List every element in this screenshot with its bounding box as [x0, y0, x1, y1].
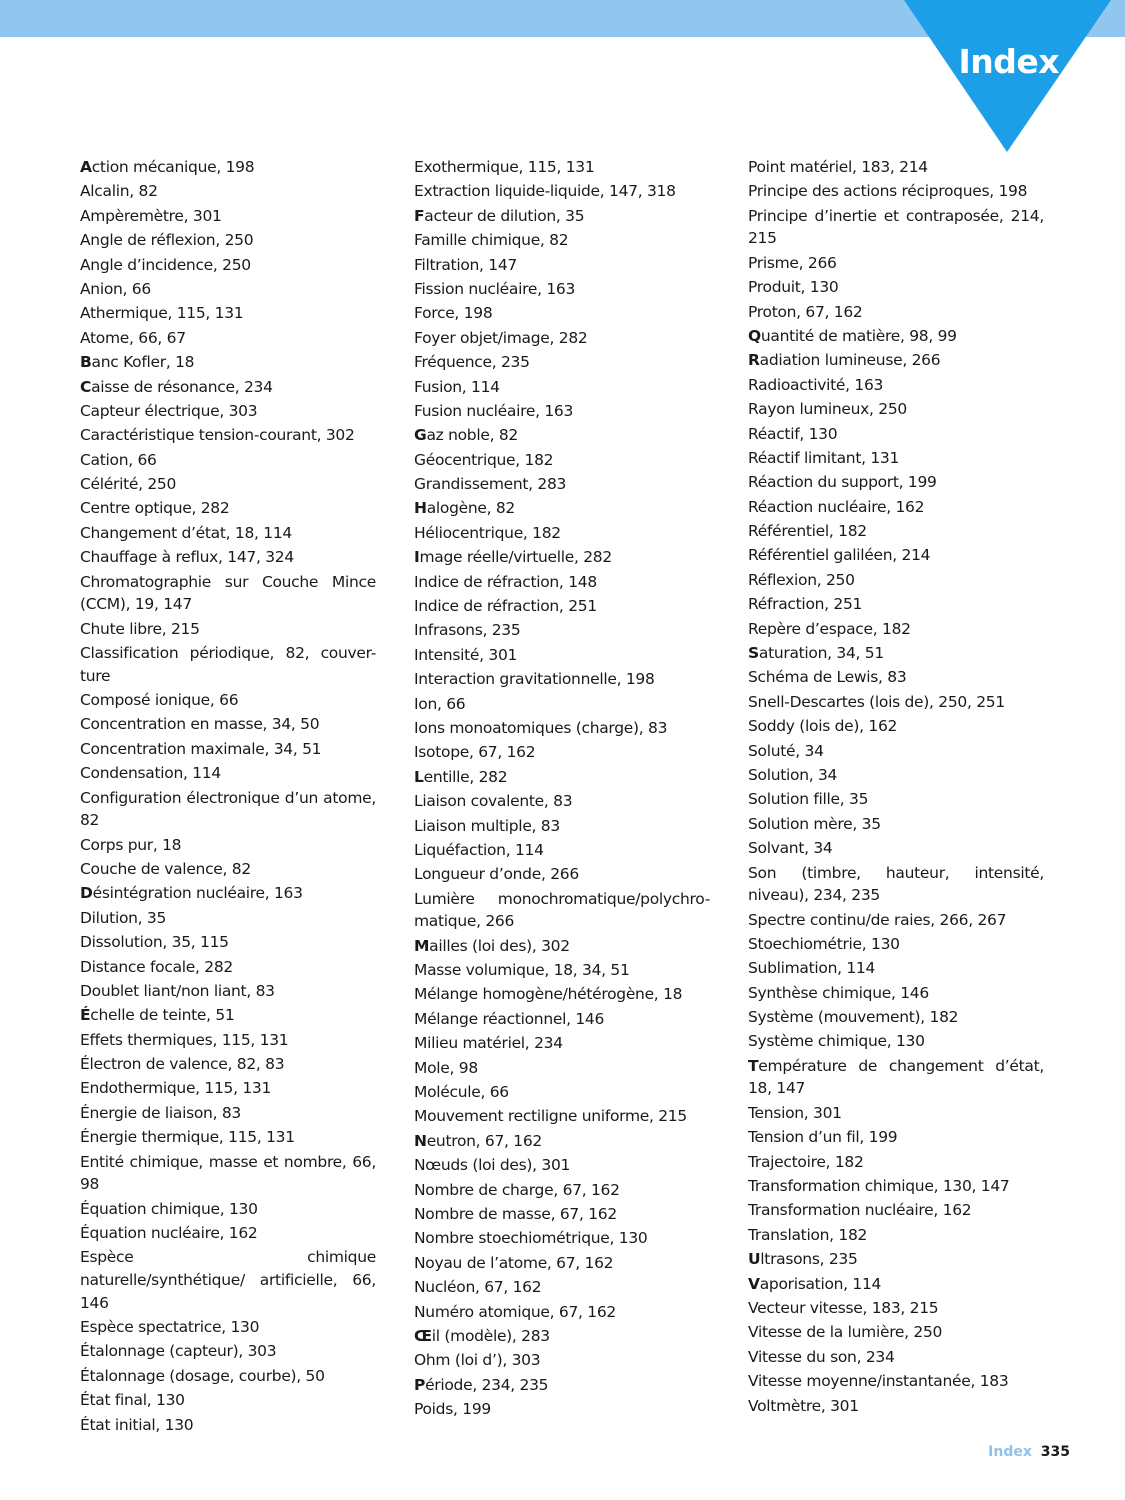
page-title: Index: [958, 42, 1059, 81]
index-entry: Transformation nucléaire, 162: [748, 1201, 972, 1220]
index-entry: Distance focale, 282: [80, 957, 233, 976]
index-entry: Condensation, 114: [80, 764, 221, 783]
index-entry: Vitesse de la lumière, 250: [748, 1323, 943, 1342]
index-entry: Point matériel, 183, 214: [748, 158, 928, 176]
index-entry: État initial, 130: [80, 1415, 194, 1434]
index-entry: Référentiel, 182: [748, 522, 867, 541]
index-entry: Gaz noble, 82: [414, 426, 518, 445]
index-column-2: [414, 156, 710, 1423]
index-entry: Géocentrique, 182: [414, 450, 554, 469]
index-entry: Action mécanique, 198: [80, 158, 255, 176]
index-entry: Repère d’espace, 182: [748, 619, 911, 638]
index-entry: Force, 198: [414, 304, 493, 323]
index-entry: Solution mère, 35: [748, 814, 881, 833]
index-entry: Concentration en masse, 34, 50: [80, 715, 320, 734]
index-entry: Température de changement d’état, 18, 147: [748, 1056, 1044, 1098]
index-entry: Lumière monochromatique/polychro-matique, 266: [414, 889, 710, 931]
index-entry: Atome, 66, 67: [80, 328, 186, 347]
index-entry: Tension, 301: [748, 1103, 842, 1122]
page-number: 335: [1040, 1444, 1070, 1460]
index-entry: Principe des actions réciproques, 198: [748, 182, 1028, 201]
index-entry: Étalonnage (capteur), 303: [80, 1342, 277, 1361]
index-entry: Interaction gravitationnelle, 198: [414, 670, 655, 689]
index-entry: Mélange réactionnel, 146: [414, 1009, 605, 1028]
index-entry: Capteur électrique, 303: [80, 401, 258, 420]
index-entry: Cation, 66: [80, 450, 157, 469]
index-entry: Soluté, 34: [748, 741, 824, 760]
index-entry: Liaison multiple, 83: [414, 816, 560, 835]
index-entry: Numéro atomique, 67, 162: [414, 1302, 616, 1321]
index-entry: Doublet liant/non liant, 83: [80, 981, 275, 1000]
index-entry: Fréquence, 235: [414, 353, 530, 372]
index-entry: Angle de réflexion, 250: [80, 231, 254, 250]
index-entry: Système (mouvement), 182: [748, 1008, 959, 1027]
index-entry: Nucléon, 67, 162: [414, 1278, 542, 1297]
index-entry: Solution, 34: [748, 765, 838, 784]
index-entry: Synthèse chimique, 146: [748, 983, 929, 1002]
index-entry: Snell-Descartes (lois de), 250, 251: [748, 692, 1005, 711]
index-entry: Exothermique, 115, 131: [414, 158, 595, 176]
index-entry: Voltmètre, 301: [748, 1396, 859, 1415]
index-entry: Vecteur vitesse, 183, 215: [748, 1298, 939, 1317]
index-entry: Période, 234, 235: [414, 1375, 549, 1394]
index-entry: Liaison covalente, 83: [414, 792, 573, 811]
index-entry: Schéma de Lewis, 83: [748, 668, 907, 687]
index-entry: Foyer objet/image, 282: [414, 328, 588, 347]
index-entry: Mouvement rectiligne uniforme, 215: [414, 1107, 687, 1126]
index-entry: Œil (modèle), 283: [414, 1326, 550, 1345]
index-entry: Image réelle/virtuelle, 282: [414, 548, 612, 567]
index-entry: Rayon lumineux, 250: [748, 400, 907, 419]
index-entry: Athermique, 115, 131: [80, 304, 244, 323]
index-entry: Mélange homogène/hétérogène, 18: [414, 985, 683, 1004]
index-entry: Fission nucléaire, 163: [414, 279, 576, 298]
index-entry: Classification périodique, 82, couver-ture: [80, 644, 376, 685]
index-entry: Radiation lumineuse, 266: [748, 351, 941, 370]
page-footer: [988, 1444, 1070, 1460]
index-entry: Endothermique, 115, 131: [80, 1079, 272, 1098]
index-entry: Extraction liquide-liquide, 147, 318: [414, 182, 676, 201]
index-entry: Dilution, 35: [80, 908, 167, 927]
index-entry: Indice de réfraction, 148: [414, 572, 597, 591]
index-entry: Héliocentrique, 182: [414, 523, 561, 542]
index-entry: Référentiel galiléen, 214: [748, 546, 931, 565]
index-entry: Chauffage à reflux, 147, 324: [80, 548, 294, 567]
footer-label: Index: [988, 1444, 1032, 1460]
index-entry: Trajectoire, 182: [748, 1152, 864, 1171]
index-entry: Lentille, 282: [414, 767, 508, 786]
index-entry: Infrasons, 235: [414, 621, 521, 640]
index-entry: Ions monoatomiques (charge), 83: [414, 718, 668, 737]
index-entry: Fusion nucléaire, 163: [414, 401, 574, 420]
index-entry: Chromatographie sur Couche Mince (CCM), 19, 147: [80, 572, 376, 614]
index-entry: Translation, 182: [748, 1225, 868, 1244]
index-entry: Équation chimique, 130: [80, 1199, 258, 1218]
index-entry: Célérité, 250: [80, 475, 177, 494]
index-entry: Réactif, 130: [748, 424, 838, 443]
index-entry: Halogène, 82: [414, 499, 515, 518]
index-entry: Vitesse du son, 234: [748, 1347, 895, 1366]
index-entry: Milieu matériel, 234: [414, 1034, 563, 1053]
index-entry: Produit, 130: [748, 278, 839, 297]
index-entry: Électron de valence, 82, 83: [80, 1055, 285, 1074]
index-entry: Angle d’incidence, 250: [80, 255, 251, 274]
index-entry: Isotope, 67, 162: [414, 743, 536, 762]
index-entry: Énergie thermique, 115, 131: [80, 1128, 295, 1147]
index-entry: Masse volumique, 18, 34, 51: [414, 961, 630, 980]
index-entry: Sublimation, 114: [748, 959, 876, 978]
index-entry: Nombre de charge, 67, 162: [414, 1180, 620, 1199]
index-entry: Caractéristique tension-courant, 302: [80, 426, 355, 445]
index-entry: Centre optique, 282: [80, 499, 230, 518]
index-entry: Vaporisation, 114: [748, 1274, 882, 1293]
index-entry: Famille chimique, 82: [414, 231, 569, 250]
index-entry: Énergie de liaison, 83: [80, 1103, 241, 1122]
index-entry: Réflexion, 250: [748, 570, 855, 589]
index-entry: Ion, 66: [414, 694, 466, 713]
index-entry: Ampèremètre, 301: [80, 206, 222, 225]
index-entry: Système chimique, 130: [748, 1032, 925, 1051]
index-entry: Transformation chimique, 130, 147: [748, 1177, 1010, 1196]
index-entry: État final, 130: [80, 1391, 185, 1410]
index-entry: Réactif limitant, 131: [748, 448, 900, 467]
index-entry: Couche de valence, 82: [80, 859, 251, 878]
index-entry: Tension d’un fil, 199: [748, 1128, 898, 1147]
index-entry: Filtration, 147: [414, 255, 517, 274]
index-entry: Grandissement, 283: [414, 475, 567, 494]
index-entry: Effets thermiques, 115, 131: [80, 1030, 289, 1049]
index-entry: Caisse de résonance, 234: [80, 377, 273, 396]
index-entry: Réfraction, 251: [748, 595, 863, 614]
index-entry: Proton, 67, 162: [748, 302, 863, 321]
index-entry: Nombre de masse, 67, 162: [414, 1205, 617, 1223]
index-entry: Soddy (lois de), 162: [748, 717, 898, 736]
index-entry: Changement d’état, 18, 114: [80, 523, 292, 542]
index-entry: Équation nucléaire, 162: [80, 1224, 258, 1242]
index-entry: Espèce spectatrice, 130: [80, 1317, 260, 1336]
index-entry: Banc Kofler, 18: [80, 353, 195, 372]
index-entry: Corps pur, 18: [80, 835, 182, 854]
index-entry: Réaction du support, 199: [748, 473, 937, 492]
index-entry: Entité chimique, masse et nombre, 66, 98: [80, 1152, 376, 1194]
index-entry: Composé ionique, 66: [80, 691, 239, 709]
index-entry: Espèce chimique naturelle/synthétique/ artificielle, 66, 146: [80, 1248, 376, 1312]
index-entry: Échelle de teinte, 51: [80, 1006, 235, 1025]
index-column-3: [748, 156, 1044, 1419]
index-entry: Liquéfaction, 114: [414, 840, 544, 859]
index-entry: Noyau de l’atome, 67, 162: [414, 1253, 614, 1272]
index-entry: Prisme, 266: [748, 253, 837, 272]
index-entry: Nombre stoechiométrique, 130: [414, 1229, 648, 1248]
index-entry: Intensité, 301: [414, 645, 518, 664]
index-entry: Radioactivité, 163: [748, 375, 884, 394]
index-entry: Neutron, 67, 162: [414, 1131, 542, 1150]
index-entry: Quantité de matière, 98, 99: [748, 326, 957, 345]
index-entry: Désintégration nucléaire, 163: [80, 884, 303, 903]
index-entry: Indice de réfraction, 251: [414, 597, 597, 616]
index-entry: Ultrasons, 235: [748, 1250, 858, 1269]
index-entry: Saturation, 34, 51: [748, 644, 884, 663]
index-entry: Concentration maximale, 34, 51: [80, 739, 322, 758]
index-entry: Configuration électronique d’un atome, 82: [80, 788, 376, 830]
index-entry: Principe d’inertie et contraposée, 214, 215: [748, 206, 1044, 248]
index-entry: Alcalin, 82: [80, 182, 158, 201]
index-column-1: [80, 156, 376, 1438]
index-entry: Réaction nucléaire, 162: [748, 497, 925, 516]
index-entry: Dissolution, 35, 115: [80, 933, 229, 952]
index-entry: Anion, 66: [80, 279, 151, 298]
index-entry: Étalonnage (dosage, courbe), 50: [80, 1366, 325, 1385]
index-entry: Molécule, 66: [414, 1083, 509, 1102]
index-entry: Solvant, 34: [748, 839, 833, 858]
index-entry: Nœuds (loi des), 301: [414, 1156, 571, 1175]
index-entry: Mole, 98: [414, 1058, 478, 1077]
index-entry: Spectre continu/de raies, 266, 267: [748, 910, 1007, 929]
index-entry: Poids, 199: [414, 1400, 491, 1419]
index-entry: Facteur de dilution, 35: [414, 206, 585, 225]
index-entry: Vitesse moyenne/instantanée, 183: [748, 1372, 1009, 1391]
index-entry: Mailles (loi des), 302: [414, 936, 570, 955]
index-entry: Stoechiométrie, 130: [748, 934, 900, 953]
index-entry: Fusion, 114: [414, 377, 500, 396]
index-entry: Son (timbre, hauteur, intensité, niveau), 234, 235: [748, 863, 1044, 905]
header-corner-triangle: [0, 0, 1125, 160]
index-entry: Solution fille, 35: [748, 790, 869, 809]
index-entry: Longueur d’onde, 266: [414, 865, 579, 884]
index-entry: Chute libre, 215: [80, 619, 200, 638]
index-entry: Ohm (loi d’), 303: [414, 1351, 541, 1370]
